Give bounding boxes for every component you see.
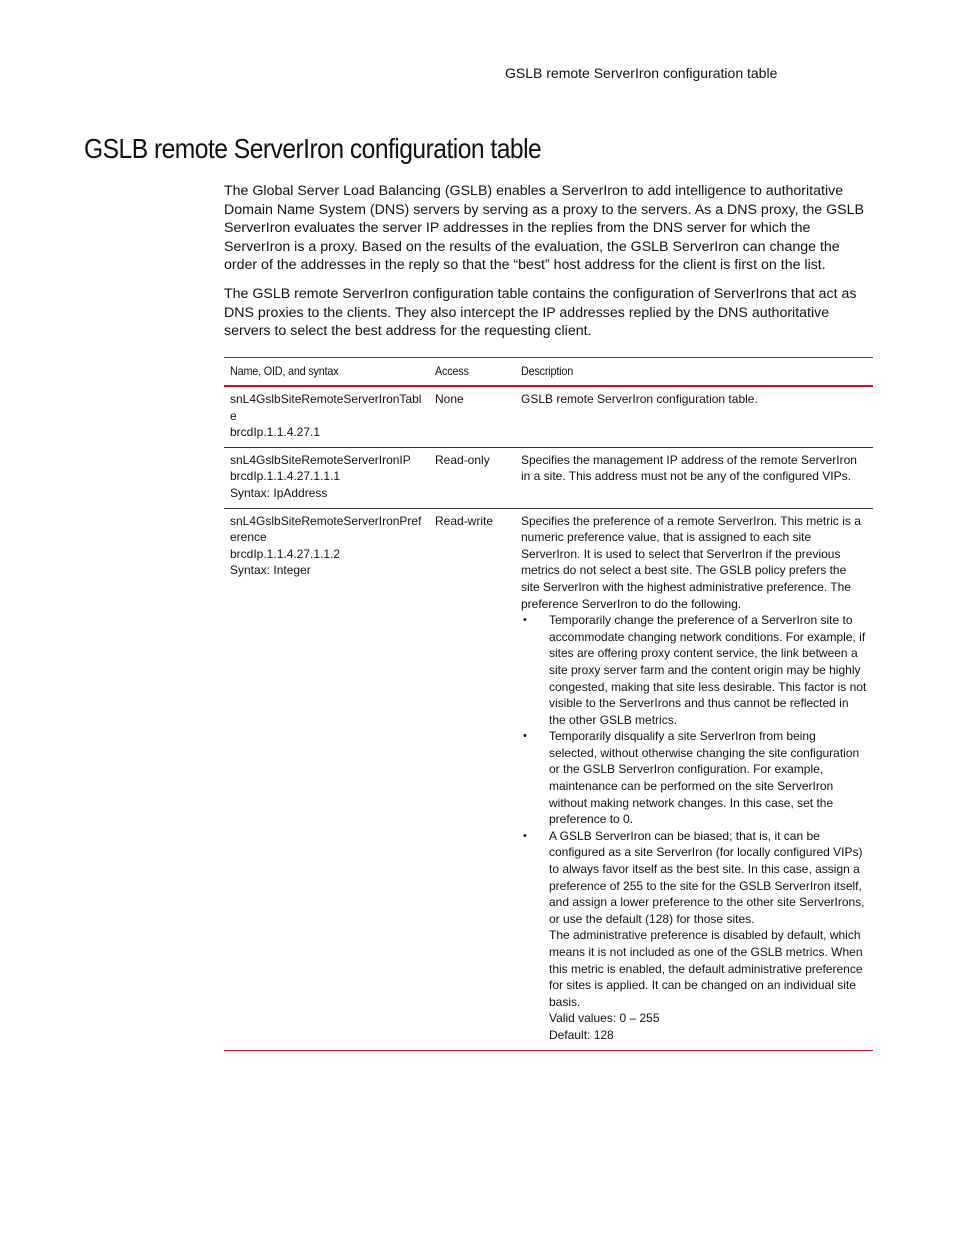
list-item-text: Temporarily disqualify a site ServerIron from being selected, without otherwise changing the site configuration or the GSLB ServerIron configuration. For example, maintenance can be performed on the site ServerIron without making network changes. In this case, set the preference to 0. [549, 729, 860, 827]
list-item [521, 728, 867, 828]
default-value: Default: 128 [549, 1027, 614, 1042]
object-oid: brcdIp.1.1.4.27.1.1.2 [230, 546, 341, 561]
access-cell: Read-write [435, 513, 494, 528]
object-oid: brcdIp.1.1.4.27.1 [230, 425, 321, 440]
description-cell [515, 508, 873, 1050]
bullet-icon: • [523, 829, 527, 842]
mib-object-table [224, 357, 873, 1051]
table-row [224, 508, 873, 1050]
list-item [521, 828, 867, 928]
header-name-oid-syntax: Name, OID, and syntax [230, 364, 339, 379]
name-oid-cell [224, 447, 429, 508]
list-item [521, 612, 867, 728]
list-item-text: Temporarily change the preference of a ServerIron site to accommodate changing network conditions. For example, if sites are offering proxy content service, the link between a site proxy server farm and the content origin may be highly congested, making that site less desirable. This factor is not visible to the ServerIrons and thus cannot be reflected in the other GSLB metrics. [549, 613, 867, 727]
access-cell: Read-only [435, 452, 490, 467]
bullet-list [521, 612, 867, 927]
object-name: snL4GslbSiteRemoteServerIronIP [230, 452, 411, 467]
table-row [224, 386, 873, 447]
table-summary-paragraph: The GSLB remote ServerIron configuration table contains the configuration of ServerIrons that act as DNS proxies to the clients. They also intercept the IP addresses replied by the DNS authoritative servers to select the best address for the requesting client. [224, 286, 857, 340]
header-description: Description [521, 364, 574, 379]
description-cell: Specifies the management IP address of the remote ServerIron in a site. This address must not be any of the configured VIPs. [521, 452, 857, 484]
intro-paragraph: The Global Server Load Balancing (GSLB) enables a ServerIron to add intelligence to authoritative Domain Name System (DNS) servers by serving as a proxy to the servers. As a DNS proxy, the GSLB ServerIron evaluates the server IP addresses in the replies from the DNS server for which the ServerIron is a proxy. Based on the results of the evaluation, the GSLB ServerIron can change the order of the addresses in the reply so that the “best” host address for the client is first on the list. [224, 183, 864, 274]
note-text: The administrative preference is disabled by default, which means it is not included as one of the GSLB metrics. When this metric is enabled, the default administrative preference for sites is applied. It can be changed on an individual site basis. [549, 928, 863, 1009]
table-row [224, 447, 873, 508]
table-header-row [224, 358, 873, 387]
object-name: snL4GslbSiteRemoteServerIronPreference [230, 513, 422, 545]
description-cell: GSLB remote ServerIron configuration table. [521, 392, 758, 406]
name-oid-cell [224, 386, 429, 447]
object-syntax: Syntax: IpAddress [230, 485, 328, 500]
access-cell: None [435, 392, 464, 406]
object-syntax: Syntax: Integer [230, 563, 311, 578]
object-name: snL4GslbSiteRemoteServerIronTable [230, 392, 422, 423]
header-access: Access [435, 364, 469, 379]
page-title: GSLB remote ServerIron configuration table [84, 133, 542, 164]
description-text: Specifies the preference of a remote ServerIron. This metric is a numeric preference value, that is assigned to each site ServerIron. It is used to select that ServerIron if the previous metrics do not select a best site. The GSLB policy prefers the site ServerIron with the highest administrative preference. The preference ServerIron to do the following. [521, 513, 861, 611]
bullet-icon: • [523, 730, 527, 743]
name-oid-cell [224, 508, 429, 1050]
list-item-text: A GSLB ServerIron can be biased; that is, it can be configured as a site ServerIron (for locally configured VIPs) to always favor itself as the best site. In this case, assign a preference of 255 to the site for the GSLB ServerIron itself, and assign a lower preference to the other site ServerIrons, or use the default (128) for those sites. [549, 828, 865, 926]
running-header: GSLB remote ServerIron configuration table [505, 65, 778, 81]
object-oid: brcdIp.1.1.4.27.1.1.1 [230, 469, 341, 484]
bullet-icon: • [523, 614, 527, 627]
valid-values: Valid values: 0 – 255 [549, 1011, 660, 1026]
